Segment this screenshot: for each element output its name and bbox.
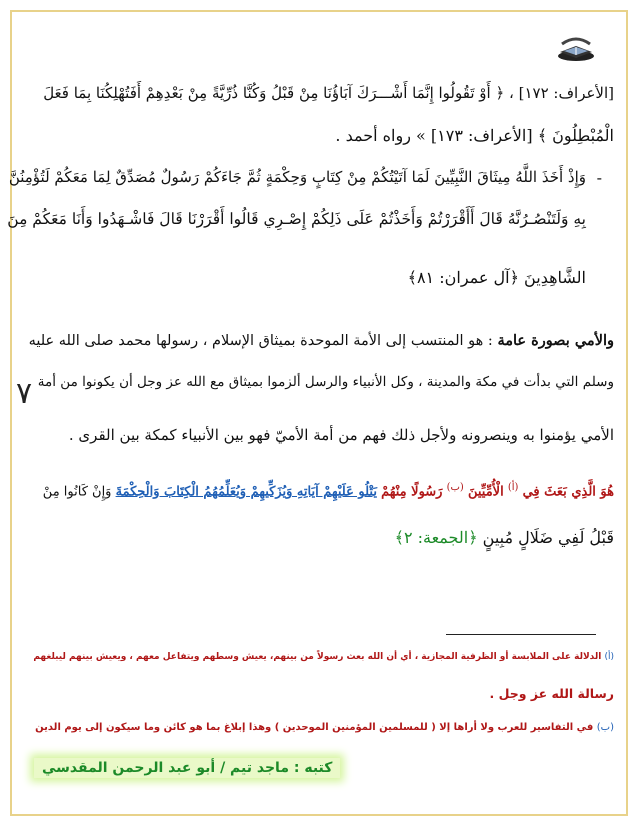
verse-red-part-2: الْأُمِّيِّينَ	[467, 484, 504, 500]
definition-line-2: وسلم التي بدأت في مكة والمدينة ، وكل الأنبياء والرسل ألزموا بميثاق مع الله عز وجل أن يكونوا من أمة	[37, 374, 614, 390]
book-logo-icon	[556, 36, 596, 62]
verse-red-part-1: هُوَ الَّذِي بَعَثَ فِي	[522, 484, 614, 500]
page-number: ٧	[16, 376, 33, 411]
quote-line-1: [الأعراف: ١٧٢] ، ﴿ أَوْ تَقُولُوا إِنَّمَا أَشْـــرَكَ آبَاؤُنَا مِنْ قَبْلُ وَكُنَّا ذُرِّيَّةً مِنْ بَعْدِهِمْ أَفَتُهْلِكُنَا بِمَا فَعَلَ	[43, 84, 614, 102]
verse-line-1: وَإِذْ أَخَذَ اللَّهُ مِيثَاقَ النَّبِيِّينَ لَمَا آتَيْتُكُمْ مِنْ كِتَابٍ وَحِكْمَةٍ ثُمَّ جَاءَكُمْ رَسُولٌ مُصَدِّقٌ لِمَا مَعَكُمْ لَتُؤْمِنُنَّ	[8, 168, 586, 186]
final-verse-line-1	[43, 482, 614, 499]
definition-text-1: : هو المنتسب إلى الأمة الموحدة بميثاق الإسلام ، رسولها محمد صلى الله عليه	[28, 333, 493, 349]
final-verse-line-2	[395, 528, 614, 547]
footnote-mark-b: (ب)	[446, 482, 464, 493]
footnote-a-text: الدلالة على الملابسة أو الظرفية المجازية ، أي أن الله بعث رسولاً من بينهم، يعيش وسطهم ويتفاعل معهم ، ويعيش بينهم ليبلغهم	[33, 652, 602, 662]
quote-line-2: الْمُبْطِلُونَ ﴾ [الأعراف: ١٧٣] » رواه أحمد .	[335, 126, 614, 145]
footnote-a-mark: (أ)	[604, 652, 614, 662]
footnote-a-line-1	[33, 652, 614, 662]
definition-term: والأمي بصورة عامة	[497, 332, 614, 349]
definition-line-1	[29, 332, 614, 349]
verse-black-part: وَإِنْ كَانُوا مِنْ	[42, 484, 112, 500]
verse-red-part-3: رَسُولًا مِنْهُمْ	[381, 484, 443, 500]
definition-line-3: الأمي يؤمنوا به وينصرونه ولأجل ذلك فهم من أمة الأميّ فهو بين الأنبياء كمكة بين القرى .	[68, 426, 614, 444]
verse-blue-part: يَتْلُو عَلَيْهِمْ آيَاتِهِ وَيُزَكِّيهِمْ وَيُعَلِّمُهُمُ الْكِتَابَ وَالْحِكْمَةَ	[115, 484, 377, 500]
verse-line2-black: قَبْلُ لَفِي ضَلَالٍ مُبِينٍ	[482, 528, 614, 547]
verse-reference: ﴿الجمعة: ٢﴾	[394, 528, 478, 547]
verse-line-3: الشَّاهِدِينَ ﴿آل عمران: ٨١﴾	[407, 268, 586, 287]
verse-line-2: بِهِ وَلَتَنْصُـرُنَّهُ قَالَ أَأَقْرَرْتُمْ وَأَخَذْتُمْ عَلَى ذَلِكُمْ إِصْـرِي قَالُوا أَقْرَرْنَا قَالَ فَاشْـهَدُوا وَأَنَا مَعَكُمْ مِنَ	[7, 210, 586, 228]
footnote-a-line-2: رسالة الله عز وجل .	[489, 686, 614, 701]
footnote-b-mark: (ب)	[596, 722, 614, 733]
footnote-b-text: في التفاسير للعرب ولا أراها إلا ( للمسلمين المؤمنين الموحدين ) وهذا إبلاغ بما هو كائن وما سيكون إلى يوم الدين	[35, 722, 594, 733]
footnote-b-line	[35, 722, 614, 733]
author-signature: كتبه : ماجد تيم / أبو عبد الرحمن المقدسي	[34, 758, 340, 778]
footnote-divider	[446, 634, 596, 635]
footnote-mark-a: (أ)	[507, 482, 519, 493]
bullet-dash: -	[596, 168, 602, 187]
